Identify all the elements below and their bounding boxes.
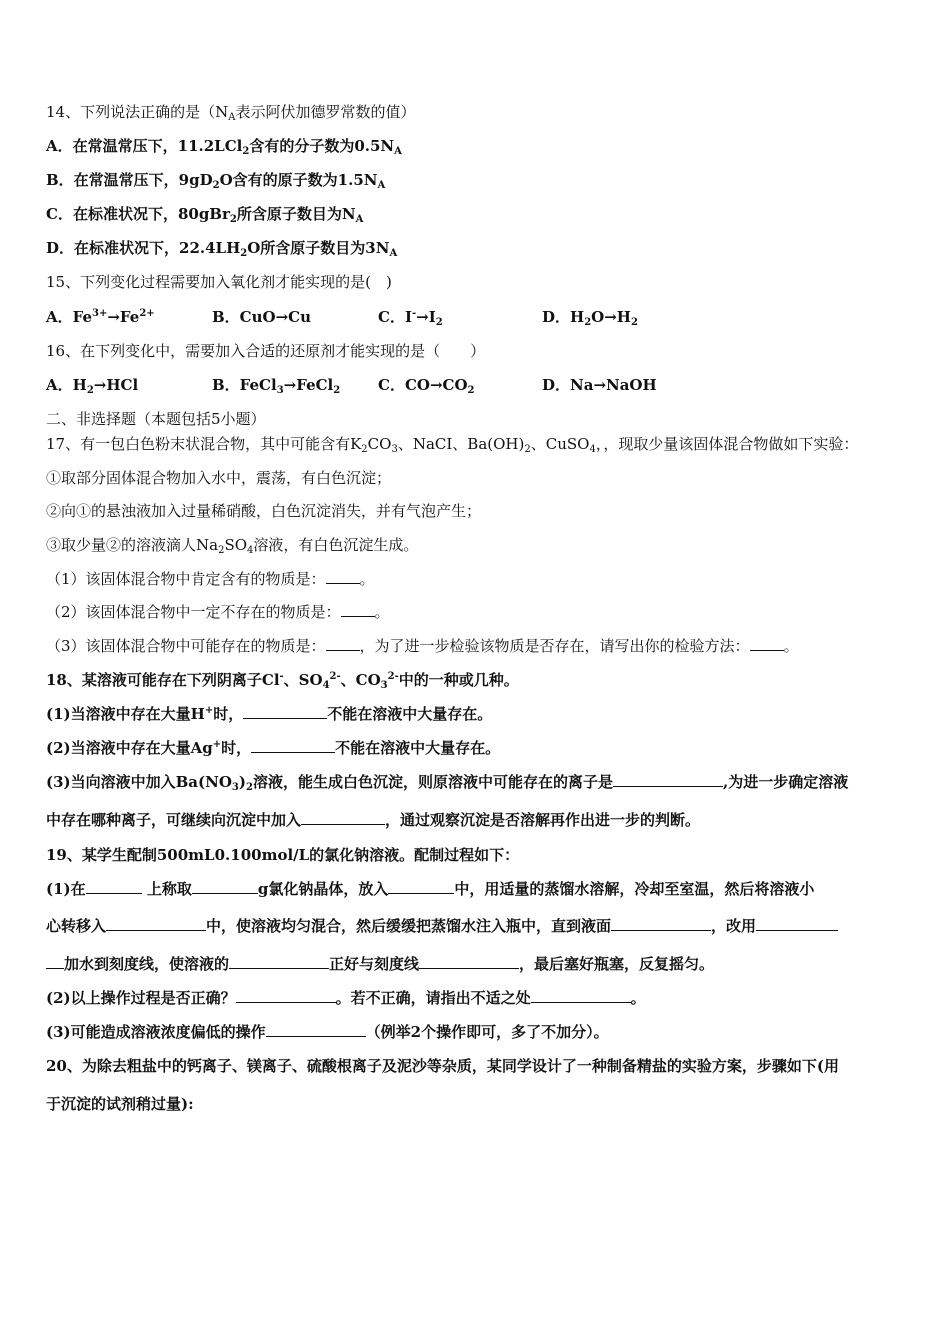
answer-blank (531, 988, 631, 1003)
answer-blank (251, 738, 335, 753)
q16-option-a: A．$H_2\to HCl$ (46, 376, 139, 396)
q16-option-b: B．FeCl$_3$→FeCl$_2$ (212, 376, 341, 396)
q17-step2: ②向①的悬浊液加入过量稀硝酸，白色沉淀消失，并有气泡产生； (46, 502, 482, 520)
answer-blank (341, 602, 375, 617)
q19-line3: 加水到刻度线，使溶液的 正好与刻度线 ，最后塞好瓶塞，反复摇匀。 (46, 954, 910, 974)
q18-part3-line1: (3)当向溶液中加入$Ba(NO_3)_2$溶液，能生成白色沉淀，则原溶液中可能存在的离子是 ,为进一步确定溶液 (46, 773, 849, 793)
q20-line1: 20、为除去粗盐中的钙离子、镁离子、硫酸根离子及泥沙等杂质，某同学设计了一种制备精盐的实验方案，步骤如下(用 (46, 1057, 839, 1075)
q15-stem: 15、下列变化过程需要加入氧化剂才能实现的是( ) (46, 273, 392, 291)
q17-step3: ③取少量②的溶液滴人$Na_2SO_4$溶液，有白色沉淀生成。 (46, 536, 419, 556)
q18-part1: (1)当溶液中存在大量H+时， 不能在溶液中大量存在。 (46, 705, 493, 723)
q16-option-d: D．Na→NaOH (542, 376, 657, 394)
answer-blank (756, 916, 838, 931)
answer-blank (106, 916, 206, 931)
answer-blank (236, 988, 336, 1003)
q15-option-c: C．$I^-\to I_2$ (378, 308, 443, 328)
answer-blank (326, 569, 360, 584)
q15-option-d: D．$H_2O\to H_2$ (542, 308, 638, 328)
answer-blank (243, 704, 327, 719)
q17-stem: 17、有一包白色粉末状混合物，其中可能含有$K_2CO_3$、NaCI、$Ba(OH)_2$、CuSO$_4$，，现取少量该固体混合物做如下实验： (46, 435, 859, 455)
answer-blank (192, 879, 258, 894)
answer-blank (750, 636, 784, 651)
answer-blank (46, 954, 64, 969)
answer-blank (229, 954, 329, 969)
q19-line5: (3)可能造成溶液浓度偏低的操作 （例举2个操作即可，多了不加分）。 (46, 1023, 609, 1041)
q17-subq1: （1）该固体混合物中肯定含有的物质是： 。 (46, 570, 375, 588)
q16-option-c: C．$CO\to CO_2$ (378, 376, 475, 396)
q14-option-b: B．在常温常压下，$9gD_2O$含有的原子数为$1.5N_A$ (46, 171, 386, 191)
q19-stem: 19、某学生配制500mL0.100mol/L的氯化钠溶液。配制过程如下： (46, 846, 520, 864)
q16-stem: 16、在下列变化中，需要加入合适的还原剂才能实现的是（ ） (46, 342, 486, 360)
q18-part2: (2)当溶液中存在大量Ag+时， 不能在溶液中大量存在。 (46, 739, 501, 757)
q15-option-a: A．$Fe^{3+}\to Fe^{2+}$ (46, 308, 155, 326)
q14-stem: 14、下列说法正确的是（$N_A$表示阿伏加德罗常数的值） (46, 103, 416, 123)
q17-subq3: （3）该固体混合物中可能存在的物质是： ，为了进一步检验该物质是否存在，请写出你的检验方法： 。 (46, 637, 799, 655)
q19-line1: (1)在 上称取 g氯化钠晶体，放入 中，用适量的蒸馏水溶解，冷却至室温，然后将溶液小 (46, 880, 815, 898)
answer-blank (326, 636, 360, 651)
q18-stem: 18、某溶液可能存在下列阴离子Cl-、$SO_4^{2-}$、$CO_3^{2-}$中的一种或几种。 (46, 671, 519, 691)
answer-blank (86, 879, 142, 894)
q14-option-d: D．在标准状况下，$22.4LH_2O$所含原子数目为$3N_A$ (46, 239, 398, 259)
q15-option-b: B．CuO→Cu (212, 308, 312, 326)
q18-part3-line2: 中存在哪种离子，可继续向沉淀中加入 ，通过观察沉淀是否溶解再作出进一步的判断。 (46, 811, 701, 829)
q19-line4: (2)以上操作过程是否正确？ 。若不正确，请指出不适之处 。 (46, 989, 646, 1007)
section-heading: 二、非选择题（本题包括5小题） (46, 410, 266, 428)
answer-blank (301, 810, 385, 825)
answer-blank (419, 954, 519, 969)
q20-line2: 于沉淀的试剂稍过量): (46, 1095, 194, 1113)
q14-option-a: A．在常温常压下，11.2LCl$_2$含有的分子数为$0.5N_A$ (46, 137, 402, 157)
answer-blank (388, 879, 454, 894)
answer-blank (611, 916, 711, 931)
q14-option-c: C．在标准状况下，80gBr$_2$所含原子数目为$N_A$ (46, 205, 364, 225)
answer-blank (266, 1022, 366, 1037)
answer-blank (613, 772, 723, 787)
q17-subq2: （2）该固体混合物中一定不存在的物质是： 。 (46, 603, 390, 621)
q17-step1: ①取部分固体混合物加入水中，震荡，有白色沉淀； (46, 469, 392, 487)
q19-line2: 心转移入 中，使溶液均匀混合，然后缓缓把蒸馏水注入瓶中，直到液面 ，改用 (46, 916, 910, 936)
